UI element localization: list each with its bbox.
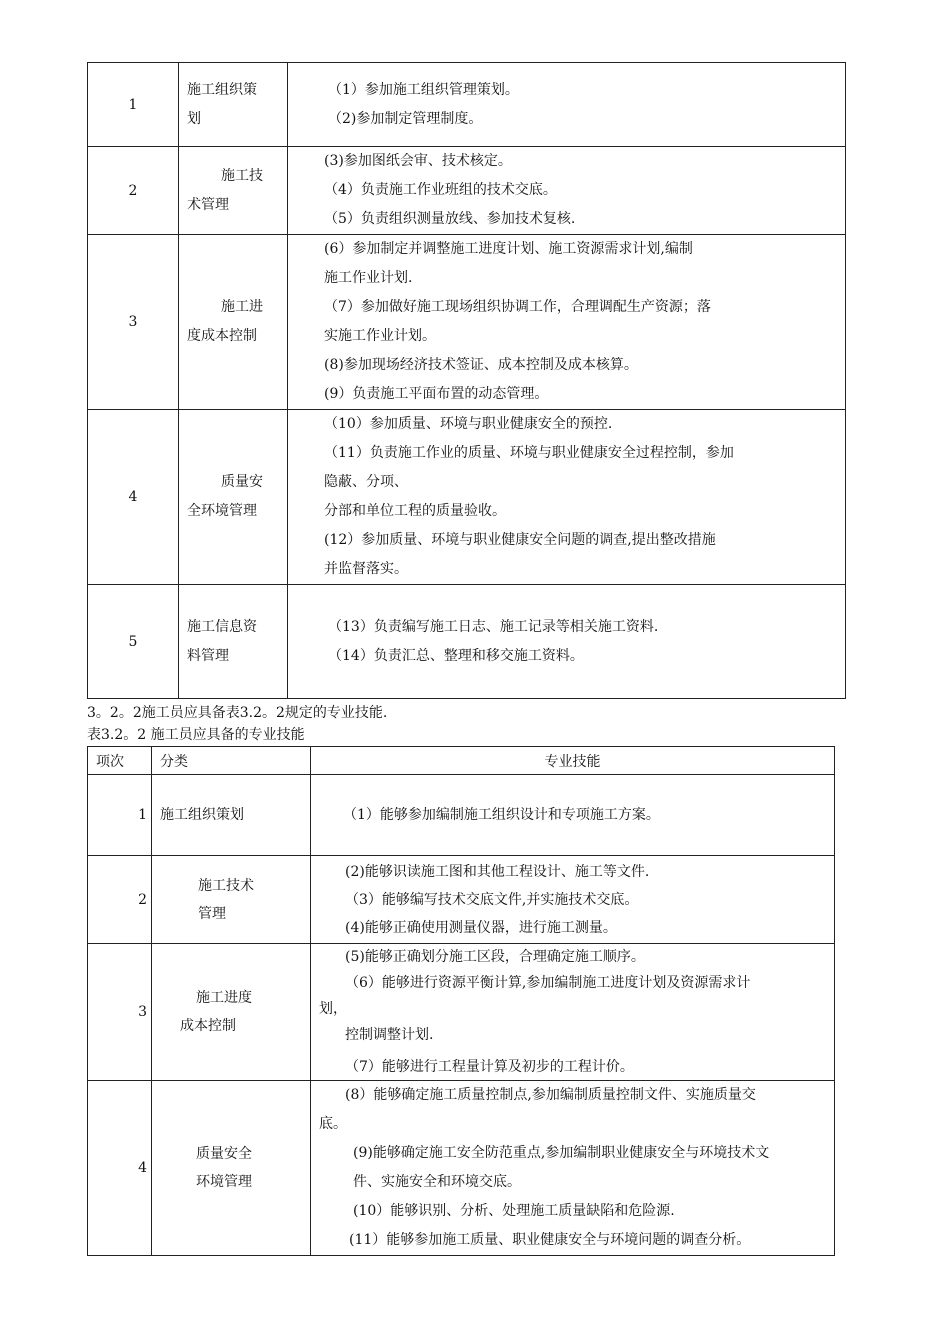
row-category (152, 775, 311, 856)
row-content (311, 856, 835, 944)
row-content (288, 147, 846, 235)
row-category (152, 856, 311, 944)
row-category (179, 63, 288, 147)
row-content (288, 410, 846, 585)
header-category: 分类 (152, 747, 311, 775)
table-row (88, 410, 846, 585)
row-content (311, 775, 835, 856)
header-skills: 专业技能 (311, 747, 835, 775)
content-line: (10）能够识别、分析、处理施工质量缺陷和危险源. (353, 1203, 675, 1219)
content-line: (8)参加现场经济技术签证、成本控制及成本核算。 (324, 357, 638, 373)
row-category (152, 1081, 311, 1256)
category-line: 施工技术 (198, 877, 254, 894)
content-line: (8）能够确定施工质量控制点,参加编制质量控制文件、实施质量交 (345, 1087, 756, 1103)
content-line: 实施工作业计划。 (324, 328, 436, 344)
table-row (88, 1081, 835, 1256)
content-line: 分部和单位工程的质量验收。 (324, 503, 506, 519)
category-line: 管理 (198, 905, 226, 922)
content-line: 划， (319, 1001, 347, 1017)
content-line: (6）参加制定并调整施工进度计划、施工资源需求计划,编制 (324, 241, 693, 257)
content-line: （3）能够编写技术交底文件,并实施技术交底。 (345, 891, 639, 908)
category-line: 环境管理 (196, 1174, 252, 1190)
row-content (288, 63, 846, 147)
content-line: (12）参加质量、环境与职业健康安全问题的调查,提出整改措施 (324, 532, 716, 548)
content-line: （10）参加质量、环境与职业健康安全的预控. (324, 416, 613, 432)
content-line: （1）能够参加编制施工组织设计和专项施工方案。 (343, 807, 660, 823)
content-line: (9）负责施工平面布置的动态管理。 (324, 386, 549, 402)
row-category (179, 410, 288, 585)
row-category (152, 944, 311, 1081)
row-number: 5 (88, 585, 179, 699)
content-line: 件、实施安全和环境交底。 (353, 1174, 521, 1190)
row-number: 2 (88, 856, 152, 944)
row-number: 3 (88, 944, 152, 1081)
category-line: 划 (187, 110, 201, 127)
category-line: 度成本控制 (187, 328, 257, 344)
content-line: (9)能够确定施工安全防范重点,参加编制职业健康安全与环境技术文 (353, 1145, 770, 1161)
content-line: (4)能够正确使用测量仪器，进行施工测量。 (345, 919, 617, 936)
row-content (288, 235, 846, 410)
content-line: 并监督落实。 (324, 561, 408, 577)
category-line: 质量安 (221, 474, 263, 490)
content-line: 底。 (319, 1116, 347, 1132)
row-category (179, 147, 288, 235)
category-line: 施工组织策 (187, 81, 257, 98)
row-number: 4 (88, 410, 179, 585)
table-row (88, 147, 846, 235)
content-line: （2)参加制定管理制度。 (328, 110, 483, 127)
table-header-row (88, 747, 835, 775)
row-number: 1 (88, 63, 179, 147)
table-row (88, 856, 835, 944)
table-caption: 表3.2。2 施工员应具备的专业技能 (87, 727, 305, 743)
content-line: （7）能够进行工程量计算及初步的工程计价。 (345, 1059, 634, 1075)
row-number: 3 (88, 235, 179, 410)
content-line: （6）能够进行资源平衡计算,参加编制施工进度计划及资源需求计 (345, 975, 751, 991)
table-row (88, 775, 835, 856)
content-line: (5)能够正确划分施工区段，合理确定施工顺序。 (345, 949, 645, 965)
skills-table (87, 746, 835, 1256)
content-line: (3)参加图纸会审、技术核定。 (324, 153, 512, 169)
category-line: 术管理 (187, 196, 229, 213)
row-number: 1 (88, 775, 152, 856)
category-line: 成本控制 (180, 1018, 236, 1034)
table-row (88, 235, 846, 410)
table-row (88, 944, 835, 1081)
category-line: 施工技 (221, 167, 263, 184)
header-num: 项次 (88, 747, 152, 775)
row-number: 4 (88, 1081, 152, 1256)
category-line: 料管理 (187, 647, 229, 664)
category-line: 全环境管理 (187, 503, 257, 519)
row-content (311, 944, 835, 1081)
content-line: （1）参加施工组织管理策划。 (328, 81, 519, 98)
content-line: （4）负责施工作业班组的技术交底。 (324, 182, 557, 198)
paragraph-text: 3。2。2施工员应具备表3.2。2规定的专业技能. (87, 705, 388, 721)
content-line: (2)能够识读施工图和其他工程设计、施工等文件. (345, 863, 650, 880)
content-line: 施工作业计划. (324, 270, 413, 286)
row-content (311, 1081, 835, 1256)
table-row (88, 63, 846, 147)
content-line: （11）负责施工作业的质量、环境与职业健康安全过程控制，参加 (324, 445, 734, 461)
content-line: （5）负责组织测量放线、参加技术复核. (324, 211, 576, 227)
content-line: （14）负责汇总、整理和移交施工资料。 (328, 647, 584, 664)
category-line: 施工进度 (196, 990, 252, 1006)
category-line: 质量安全 (196, 1146, 252, 1162)
row-content (288, 585, 846, 699)
category-line: 施工进 (221, 299, 263, 315)
row-number: 2 (88, 147, 179, 235)
category-line: 施工信息资 (187, 618, 257, 635)
content-line: (11）能够参加施工质量、职业健康安全与环境问题的调查分析。 (349, 1232, 751, 1248)
duty-table (87, 62, 846, 699)
table-row (88, 585, 846, 699)
content-line: 隐蔽、分项、 (324, 474, 408, 490)
row-category (179, 585, 288, 699)
content-line: 控制调整计划. (345, 1027, 434, 1043)
content-line: （7）参加做好施工现场组织协调工作，合理调配生产资源；落 (324, 299, 711, 315)
row-category (179, 235, 288, 410)
category-line: 施工组织策划 (160, 807, 244, 823)
content-line: （13）负责编写施工日志、施工记录等相关施工资料. (328, 618, 659, 635)
